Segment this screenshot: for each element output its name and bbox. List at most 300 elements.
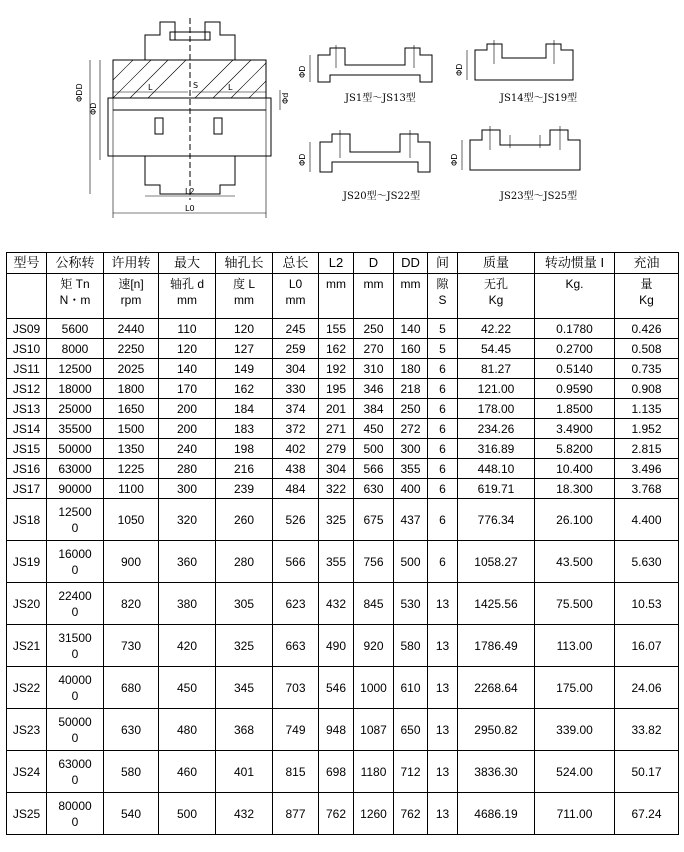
table-cell: 1000 — [354, 667, 394, 709]
header-line: mm — [326, 277, 346, 291]
table-cell: 125000 — [47, 499, 104, 541]
table-cell: 815 — [273, 751, 319, 793]
header-line: Kg. — [565, 277, 584, 291]
table-cell: 250 — [354, 319, 394, 339]
table-cell: 54.45 — [458, 339, 535, 359]
model-cell: JS13 — [7, 399, 47, 419]
table-cell: 756 — [354, 541, 394, 583]
table-cell: 170 — [159, 379, 216, 399]
table-cell: 12500 — [47, 359, 104, 379]
table-cell: 2950.82 — [458, 709, 535, 751]
table-cell: 18.300 — [535, 479, 615, 499]
model-cell: JS20 — [7, 583, 47, 625]
header-cell: 最大 — [159, 253, 216, 274]
table-cell: 420 — [159, 625, 216, 667]
table-cell: 346 — [354, 379, 394, 399]
table-cell: 42.22 — [458, 319, 535, 339]
table-cell: 216 — [216, 459, 273, 479]
model-cell: JS17 — [7, 479, 47, 499]
model-cell: JS23 — [7, 709, 47, 751]
table-cell: 484 — [273, 479, 319, 499]
table-cell: 368 — [216, 709, 273, 751]
table-row — [7, 339, 679, 359]
header-line: N・m — [59, 293, 91, 307]
header-cell — [7, 274, 47, 319]
table-cell: 113.00 — [535, 625, 615, 667]
header-cell: DD — [394, 253, 428, 274]
table-cell: 0.426 — [615, 319, 679, 339]
table-cell: 218 — [394, 379, 428, 399]
header-line: 度 L — [232, 277, 255, 291]
table-cell: 1050 — [104, 499, 159, 541]
table-cell: 0.735 — [615, 359, 679, 379]
header-row-1 — [7, 253, 679, 274]
table-cell: 360 — [159, 541, 216, 583]
dim-d-main: ΦD — [89, 102, 98, 115]
table-cell: 330 — [273, 379, 319, 399]
table-cell: 448.10 — [458, 459, 535, 479]
table-cell: 1100 — [104, 479, 159, 499]
view-js20-js22 — [298, 130, 430, 202]
table-cell: 200 — [159, 399, 216, 419]
bolt-left — [155, 118, 163, 134]
header-cell: 间 — [428, 253, 458, 274]
table-cell: 6 — [428, 399, 458, 419]
table-cell: 920 — [354, 625, 394, 667]
table-cell: 5600 — [47, 319, 104, 339]
header-line: S — [438, 293, 447, 307]
table-cell: 6 — [428, 419, 458, 439]
table-cell: 149 — [216, 359, 273, 379]
table-cell: 10.53 — [615, 583, 679, 625]
header-row-2 — [7, 274, 679, 319]
table-cell: 195 — [319, 379, 354, 399]
table-cell: 1500 — [104, 419, 159, 439]
table-cell: 450 — [354, 419, 394, 439]
table-cell: 140 — [394, 319, 428, 339]
table-cell: 18000 — [47, 379, 104, 399]
table-cell: 1058.27 — [458, 541, 535, 583]
table-cell: 619.71 — [458, 479, 535, 499]
header-line: 矩 Tn — [60, 277, 90, 291]
header-line: mm — [177, 293, 197, 307]
table-cell: 1260 — [354, 793, 394, 835]
table-cell: 1180 — [354, 751, 394, 793]
model-cell: JS11 — [7, 359, 47, 379]
header-cell — [428, 274, 458, 319]
table-cell: 300 — [159, 479, 216, 499]
table-cell: 155 — [319, 319, 354, 339]
table-cell: 280 — [216, 541, 273, 583]
table-cell: 63000 — [47, 459, 104, 479]
table-cell: 239 — [216, 479, 273, 499]
table-cell: 401 — [216, 751, 273, 793]
table-cell: 10.400 — [535, 459, 615, 479]
table-cell: 776.34 — [458, 499, 535, 541]
table-cell: 630 — [104, 709, 159, 751]
table-cell: 0.508 — [615, 339, 679, 359]
table-cell: 460 — [159, 751, 216, 793]
table-cell: 13 — [428, 625, 458, 667]
table-cell: 50.17 — [615, 751, 679, 793]
table-cell: 1650 — [104, 399, 159, 419]
table-cell: 1225 — [104, 459, 159, 479]
table-row — [7, 399, 679, 419]
table-cell: 8000 — [47, 339, 104, 359]
model-cell: JS24 — [7, 751, 47, 793]
table-cell: 1.135 — [615, 399, 679, 419]
table-cell: 1.952 — [615, 419, 679, 439]
dim-l2: L2 — [185, 187, 195, 196]
table-cell: 4.400 — [615, 499, 679, 541]
model-cell: JS16 — [7, 459, 47, 479]
table-cell: 400 — [394, 479, 428, 499]
table-cell: 2025 — [104, 359, 159, 379]
table-cell: 245 — [273, 319, 319, 339]
table-cell: 900 — [104, 541, 159, 583]
table-row — [7, 793, 679, 835]
table-cell: 432 — [216, 793, 273, 835]
table-cell: 762 — [319, 793, 354, 835]
header-cell: 许用转 — [104, 253, 159, 274]
table-cell: 16.07 — [615, 625, 679, 667]
table-cell: 355 — [394, 459, 428, 479]
table-cell: 13 — [428, 583, 458, 625]
header-cell: 型号 — [7, 253, 47, 274]
header-cell: 转动惯量 I — [535, 253, 615, 274]
table-cell: 304 — [273, 359, 319, 379]
table-cell: 1350 — [104, 439, 159, 459]
table-cell: 35500 — [47, 419, 104, 439]
table-cell: 0.1780 — [535, 319, 615, 339]
header-line: 无孔 — [483, 277, 508, 291]
model-cell: JS22 — [7, 667, 47, 709]
table-cell: 162 — [216, 379, 273, 399]
table-cell: 480 — [159, 709, 216, 751]
table-cell: 178.00 — [458, 399, 535, 419]
table-cell: 372 — [273, 419, 319, 439]
table-cell: 13 — [428, 793, 458, 835]
table-cell: 120 — [216, 319, 273, 339]
table-row — [7, 541, 679, 583]
header-line: L0 — [288, 277, 303, 291]
header-line: 轴孔 d — [169, 277, 204, 291]
table-cell: 5.630 — [615, 541, 679, 583]
header-cell — [319, 274, 354, 319]
table-cell: 25000 — [47, 399, 104, 419]
dim-l0: L0 — [185, 204, 195, 213]
header-line: 速[n] — [118, 277, 144, 291]
table-cell: 121.00 — [458, 379, 535, 399]
table-row — [7, 583, 679, 625]
table-cell: 272 — [394, 419, 428, 439]
table-row — [7, 667, 679, 709]
coupling-drawing — [0, 0, 684, 252]
table-cell: 675 — [354, 499, 394, 541]
table-cell: 50000 — [47, 439, 104, 459]
table-cell: 698 — [319, 751, 354, 793]
table-cell: 566 — [354, 459, 394, 479]
table-cell: 524.00 — [535, 751, 615, 793]
header-cell — [615, 274, 679, 319]
table-cell: 400000 — [47, 667, 104, 709]
table-cell: 316.89 — [458, 439, 535, 459]
header-line: 量 — [640, 277, 653, 291]
dim-s: S — [193, 81, 199, 90]
table-row — [7, 479, 679, 499]
table-cell: 201 — [319, 399, 354, 419]
view-js23-js25 — [450, 126, 580, 202]
table-row — [7, 709, 679, 751]
table-cell: 0.5140 — [535, 359, 615, 379]
table-cell: 630 — [354, 479, 394, 499]
header-cell: D — [354, 253, 394, 274]
table-cell: 500 — [354, 439, 394, 459]
table-cell: 0.908 — [615, 379, 679, 399]
table-cell: 198 — [216, 439, 273, 459]
table-cell: 3.496 — [615, 459, 679, 479]
table-cell: 762 — [394, 793, 428, 835]
table-cell: 680 — [104, 667, 159, 709]
view1-dim: ΦD — [298, 65, 307, 78]
table-cell: 110 — [159, 319, 216, 339]
table-cell: 566 — [273, 541, 319, 583]
table-cell: 259 — [273, 339, 319, 359]
view-js14-js19 — [455, 40, 577, 104]
table-cell: 580 — [394, 625, 428, 667]
table-cell: 6 — [428, 459, 458, 479]
header-cell — [394, 274, 428, 319]
table-cell: 1786.49 — [458, 625, 535, 667]
table-cell: 224000 — [47, 583, 104, 625]
table-row — [7, 459, 679, 479]
table-cell: 3.4900 — [535, 419, 615, 439]
header-line: mm — [363, 277, 384, 291]
table-cell: 3.768 — [615, 479, 679, 499]
table-cell: 13 — [428, 709, 458, 751]
table-row — [7, 379, 679, 399]
table-cell: 749 — [273, 709, 319, 751]
header-cell — [273, 274, 319, 319]
table-cell: 75.500 — [535, 583, 615, 625]
spec-table — [6, 252, 679, 835]
header-cell: 质量 — [458, 253, 535, 274]
table-cell: 304 — [319, 459, 354, 479]
table-cell: 250 — [394, 399, 428, 419]
table-cell: 2440 — [104, 319, 159, 339]
header-line: 隙 — [436, 277, 449, 291]
table-cell: 432 — [319, 583, 354, 625]
header-line: Kg — [639, 293, 654, 307]
table-cell: 650 — [394, 709, 428, 751]
table-cell: 500000 — [47, 709, 104, 751]
table-row — [7, 439, 679, 459]
dim-bore: Φd — [281, 92, 290, 104]
table-cell: 820 — [104, 583, 159, 625]
table-cell: 6 — [428, 379, 458, 399]
table-cell: 500 — [159, 793, 216, 835]
table-cell: 5 — [428, 319, 458, 339]
table-cell: 279 — [319, 439, 354, 459]
view1-caption: JS1型～JS13型 — [345, 93, 416, 104]
table-row — [7, 359, 679, 379]
header-cell — [159, 274, 216, 319]
view4-dim: ΦD — [450, 153, 459, 166]
table-cell: 310 — [354, 359, 394, 379]
header-line: Kg — [488, 293, 504, 307]
table-cell: 546 — [319, 667, 354, 709]
view2-caption: JS14型～JS19型 — [500, 93, 578, 104]
header-cell: 充油 — [615, 253, 679, 274]
view4-caption: JS23型～JS25型 — [500, 191, 578, 202]
table-cell: 270 — [354, 339, 394, 359]
model-cell: JS09 — [7, 319, 47, 339]
table-cell: 160 — [394, 339, 428, 359]
table-cell: 13 — [428, 667, 458, 709]
table-cell: 6 — [428, 439, 458, 459]
header-cell — [216, 274, 273, 319]
table-cell: 140 — [159, 359, 216, 379]
table-cell: 1800 — [104, 379, 159, 399]
model-cell: JS18 — [7, 499, 47, 541]
table-cell: 325 — [216, 625, 273, 667]
bolt-right — [214, 118, 222, 134]
table-cell: 2268.64 — [458, 667, 535, 709]
table-cell: 0.9590 — [535, 379, 615, 399]
table-row — [7, 625, 679, 667]
table-cell: 345 — [216, 667, 273, 709]
table-cell: 0.2700 — [535, 339, 615, 359]
table-cell: 325 — [319, 499, 354, 541]
table-cell: 6 — [428, 359, 458, 379]
dim-l-right: L — [228, 83, 233, 92]
table-cell: 402 — [273, 439, 319, 459]
table-cell: 490 — [319, 625, 354, 667]
view3-dim: ΦD — [298, 153, 307, 166]
table-cell: 240 — [159, 439, 216, 459]
table-cell: 438 — [273, 459, 319, 479]
table-cell: 355 — [319, 541, 354, 583]
table-cell: 305 — [216, 583, 273, 625]
table-cell: 540 — [104, 793, 159, 835]
header-line: mm — [285, 293, 306, 307]
table-cell: 320 — [159, 499, 216, 541]
table-cell: 380 — [159, 583, 216, 625]
view-js1-js13 — [298, 45, 432, 104]
table-cell: 703 — [273, 667, 319, 709]
table-cell: 374 — [273, 399, 319, 419]
table-cell: 120 — [159, 339, 216, 359]
table-cell: 127 — [216, 339, 273, 359]
header-line: rpm — [120, 293, 142, 307]
table-cell: 26.100 — [535, 499, 615, 541]
table-cell: 260 — [216, 499, 273, 541]
table-cell: 300 — [394, 439, 428, 459]
table-cell: 192 — [319, 359, 354, 379]
table-cell: 450 — [159, 667, 216, 709]
table-cell: 2.815 — [615, 439, 679, 459]
table-cell: 180 — [394, 359, 428, 379]
table-cell: 1.8500 — [535, 399, 615, 419]
header-cell: 轴孔长 — [216, 253, 273, 274]
table-cell: 5 — [428, 339, 458, 359]
table-cell: 630000 — [47, 751, 104, 793]
table-cell: 6 — [428, 499, 458, 541]
table-row — [7, 499, 679, 541]
table-cell: 33.82 — [615, 709, 679, 751]
table-cell: 43.500 — [535, 541, 615, 583]
table-cell: 315000 — [47, 625, 104, 667]
table-cell: 384 — [354, 399, 394, 419]
table-cell: 623 — [273, 583, 319, 625]
table-row — [7, 751, 679, 793]
header-cell: 公称转 — [47, 253, 104, 274]
header-line: mm — [234, 293, 254, 307]
table-cell: 2250 — [104, 339, 159, 359]
table-cell: 162 — [319, 339, 354, 359]
model-cell: JS19 — [7, 541, 47, 583]
table-cell: 610 — [394, 667, 428, 709]
header-cell — [535, 274, 615, 319]
table-cell: 90000 — [47, 479, 104, 499]
table-cell: 1087 — [354, 709, 394, 751]
table-cell: 200 — [159, 419, 216, 439]
header-cell — [354, 274, 394, 319]
table-cell: 280 — [159, 459, 216, 479]
table-cell: 800000 — [47, 793, 104, 835]
dim-l-left: L — [148, 83, 153, 92]
table-cell: 500 — [394, 541, 428, 583]
table-row — [7, 319, 679, 339]
table-cell: 526 — [273, 499, 319, 541]
header-cell: 总长 — [273, 253, 319, 274]
table-cell: 6 — [428, 541, 458, 583]
table-cell: 13 — [428, 751, 458, 793]
table-cell: 175.00 — [535, 667, 615, 709]
table-cell: 437 — [394, 499, 428, 541]
table-cell: 5.8200 — [535, 439, 615, 459]
table-cell: 948 — [319, 709, 354, 751]
table-cell: 730 — [104, 625, 159, 667]
table-cell: 67.24 — [615, 793, 679, 835]
table-cell: 6 — [428, 479, 458, 499]
table-cell: 712 — [394, 751, 428, 793]
model-cell: JS10 — [7, 339, 47, 359]
table-cell: 234.26 — [458, 419, 535, 439]
table-cell: 183 — [216, 419, 273, 439]
table-cell: 845 — [354, 583, 394, 625]
table-cell: 271 — [319, 419, 354, 439]
header-line: mm — [400, 277, 421, 291]
table-cell: 184 — [216, 399, 273, 419]
model-cell: JS12 — [7, 379, 47, 399]
header-cell — [458, 274, 535, 319]
table-cell: 1425.56 — [458, 583, 535, 625]
model-cell: JS14 — [7, 419, 47, 439]
table-row — [7, 419, 679, 439]
table-cell: 322 — [319, 479, 354, 499]
dim-dd: ΦDD — [75, 83, 84, 102]
table-cell: 4686.19 — [458, 793, 535, 835]
view2-dim: ΦD — [455, 63, 464, 76]
header-cell — [47, 274, 104, 319]
table-cell: 24.06 — [615, 667, 679, 709]
table-cell: 339.00 — [535, 709, 615, 751]
table-cell: 711.00 — [535, 793, 615, 835]
model-cell: JS21 — [7, 625, 47, 667]
table-cell: 530 — [394, 583, 428, 625]
table-cell: 81.27 — [458, 359, 535, 379]
